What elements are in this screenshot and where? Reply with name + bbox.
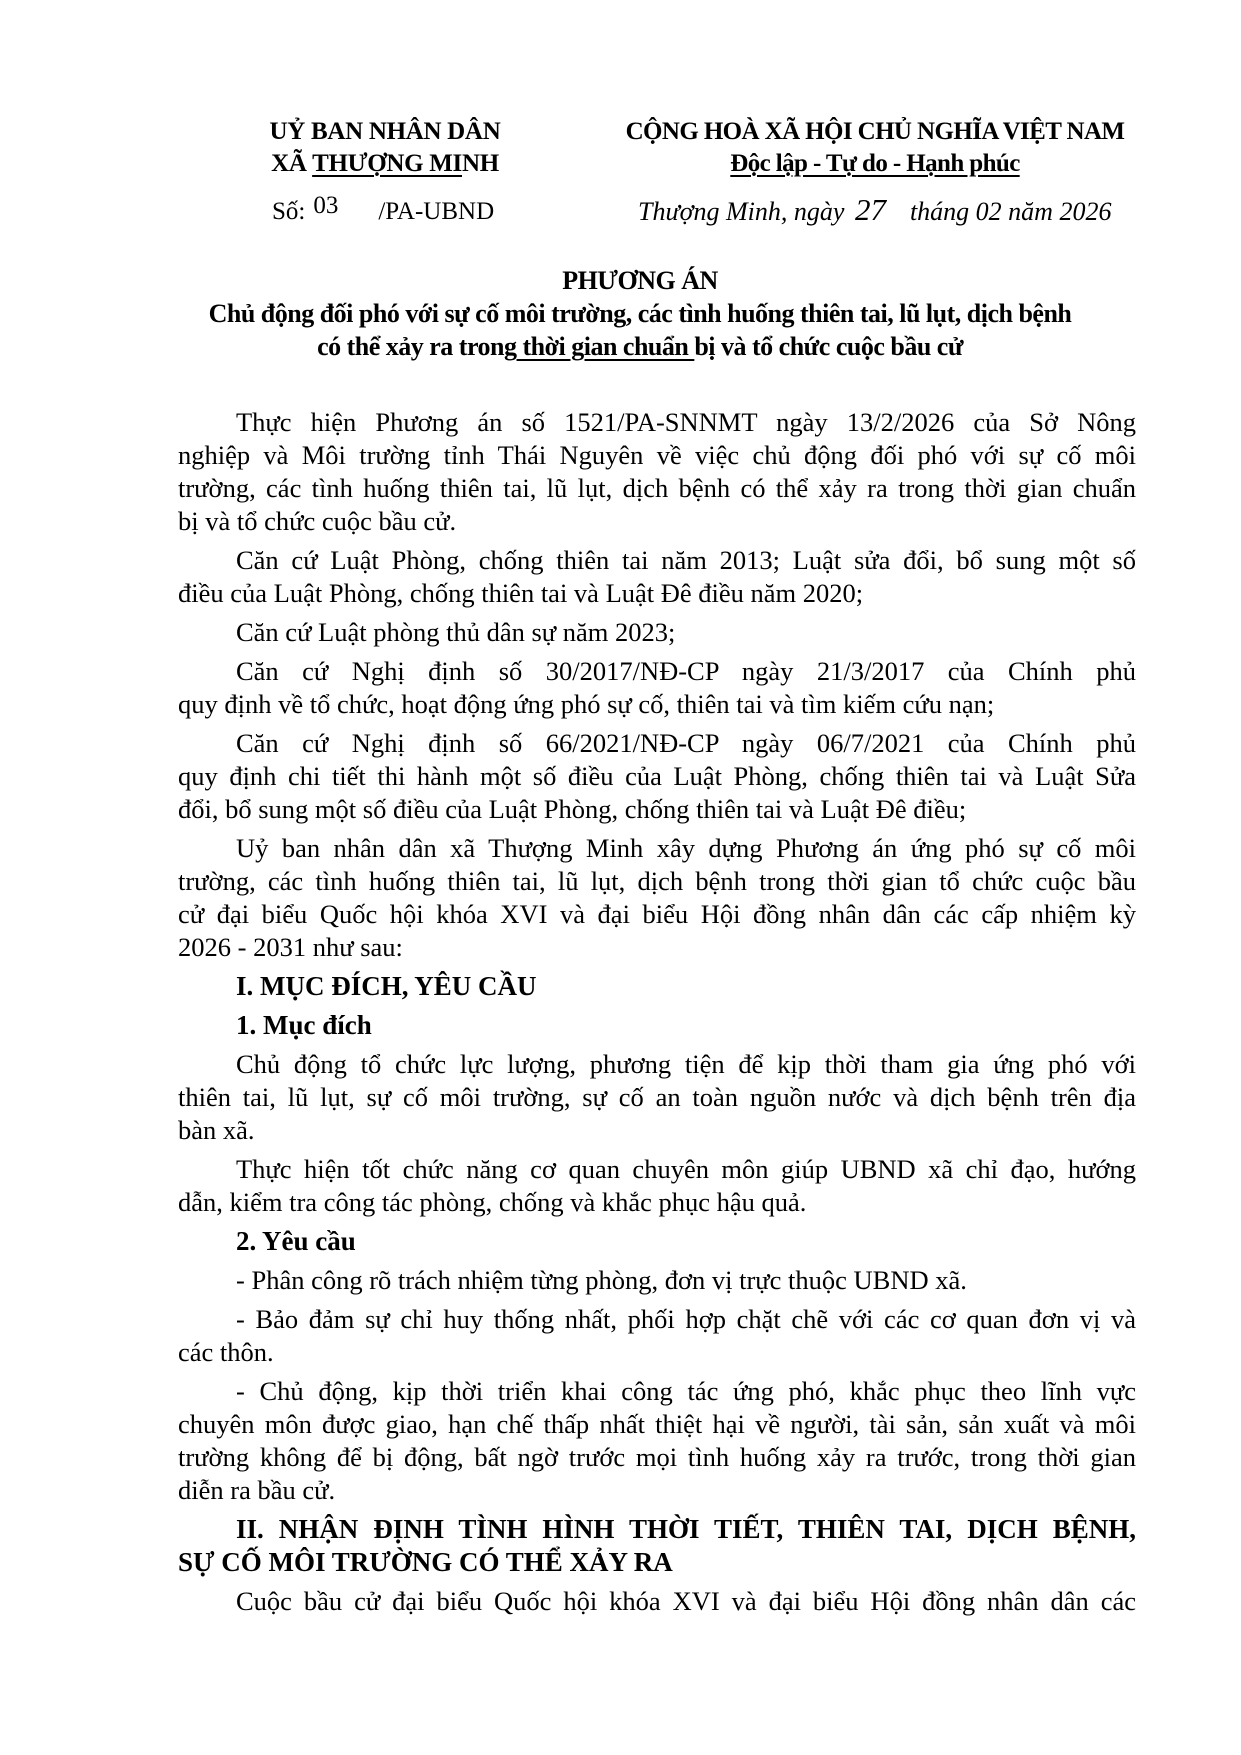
place-and-date [638,194,1111,228]
text-line: 2026 - 2031 như sau: [178,932,403,962]
paragraph-requirement-1 [178,1264,1136,1297]
document-number-label: Số: [272,198,306,225]
subsection-heading-requirements: 2. Yêu cầu [236,1226,356,1256]
text-line: - Bảo đảm sự chỉ huy thống nhất, phối hợp chặt chẽ với các cơ quan đơn vị và [236,1304,1136,1334]
heading-line: II. NHẬN ĐỊNH TÌNH HÌNH THỜI TIẾT, THIÊN TAI, DỊCH BỆNH, [236,1514,1136,1544]
text-line: thiên tai, lũ lụt, sự cố môi trường, sự cố an toàn nguồn nước và dịch bệnh trên địa [178,1082,1136,1112]
text-line: cử đại biểu Quốc hội khóa XVI và đại biểu Hội đồng nhân dân các cấp nhiệm kỳ [178,899,1136,929]
text-line: bị và tổ chức cuộc bầu cử. [178,506,457,536]
paragraph-purpose-1 [178,1048,1136,1147]
section-heading-2 [178,1513,1136,1579]
text-line: Thực hiện Phương án số 1521/PA-SNNMT ngày 13/2/2026 của Sở Nông [236,407,1136,437]
agency-line-2 [230,148,540,180]
title-subtitle-2-underlined: thời gian chuẩn [516,332,695,361]
text-line: Uỷ ban nhân dân xã Thượng Minh xây dựng Phương án ứng phó sự cố môi [236,833,1136,863]
text-line: Cuộc bầu cử đại biểu Quốc hội khóa XVI và đại biểu Hội đồng nhân dân các [236,1586,1136,1616]
text-line: các thôn. [178,1337,274,1367]
text-line: trường, các tình huống thiên tai, lũ lụt, dịch bệnh có thể xảy ra trong thời gian chuẩn [178,473,1136,503]
text-line: - Phân công rõ trách nhiệm từng phòng, đơn vị trực thuộc UBND xã. [236,1265,967,1295]
agency-line-1: UỶ BAN NHÂN DÂN [269,118,501,145]
text-line: Chủ động tổ chức lực lượng, phương tiện để kịp thời tham gia ứng phó với [236,1049,1136,1079]
text-line: trường không để bị động, bất ngờ trước mọi tình huống xảy ra trước, trong thời gian [178,1442,1136,1472]
text-line: đổi, bổ sung một số điều của Luật Phòng, chống thiên tai và Luật Đê điều; [178,794,967,824]
document-number [272,192,495,228]
title-main: PHƯƠNG ÁN [562,266,718,295]
agency-line-2-underlined: THƯỢNG MI [312,150,462,177]
document-number-value: 03 [313,192,339,219]
text-line: nghiệp và Môi trường tỉnh Thái Nguyên về việc chủ động đối phó với sự cố môi [178,440,1136,470]
text-line: Căn cứ Luật Phòng, chống thiên tai năm 2013; Luật sửa đổi, bổ sung một số [236,545,1136,575]
paragraph-legal-basis-4 [178,727,1136,826]
text-line: chuyên môn được giao, hạn chế thấp nhất thiệt hại về người, tài sản, sản xuất và môi [178,1409,1136,1439]
date-day: 27 [854,192,886,227]
text-line: Thực hiện tốt chức năng cơ quan chuyên môn giúp UBND xã chỉ đạo, hướng [236,1154,1136,1184]
text-line: quy định chi tiết thi hành một số điều của Luật Phòng, chống thiên tai và Luật Sửa [178,761,1136,791]
date-suffix: tháng 02 năm 2026 [909,197,1112,226]
text-line: Căn cứ Nghị định số 66/2021/NĐ-CP ngày 06/7/2021 của Chính phủ [236,728,1136,758]
national-motto [605,148,1145,180]
agency-line-2-suffix: NH [461,150,499,177]
agency-line-2-prefix: XÃ [271,150,313,177]
text-line: - Chủ động, kịp thời triển khai công tác ứng phó, khắc phục theo lĩnh vực [236,1376,1136,1406]
text-line: trường, các tình huống thiên tai, lũ lụt, dịch bệnh trong thời gian tổ chức cuộc bầu [178,866,1136,896]
document-title [160,264,1120,363]
paragraph-requirement-3 [178,1375,1136,1507]
national-header [605,116,1145,180]
title-subtitle-line-1: Chủ động đối phó với sự cố môi trường, các tình huống thiên tai, lũ lụt, dịch bệnh [208,299,1072,328]
paragraph-purpose-2 [178,1153,1136,1219]
paragraph-assessment [178,1585,1136,1618]
title-subtitle-line-2 [160,330,1120,363]
national-motto-text: Độc lập - Tự do - Hạnh phúc [730,150,1020,177]
title-subtitle-2a: có thể xảy ra trong [317,332,517,361]
paragraph-plan-intro [178,832,1136,964]
text-line: diễn ra bầu cử. [178,1475,336,1505]
text-line: Căn cứ Luật phòng thủ dân sự năm 2023; [236,617,676,647]
date-prefix: Thượng Minh, ngày [638,197,845,226]
text-line: Căn cứ Nghị định số 30/2017/NĐ-CP ngày 21/3/2017 của Chính phủ [236,656,1136,686]
nation-name: CỘNG HOÀ XÃ HỘI CHỦ NGHĨA VIỆT NAM [625,118,1125,145]
text-line: dẫn, kiểm tra công tác phòng, chống và khắc phục hậu quả. [178,1187,807,1217]
paragraph-legal-basis-2 [178,616,1136,649]
text-line: bàn xã. [178,1115,255,1145]
paragraph-legal-basis-1 [178,544,1136,610]
document-body [178,406,1136,1624]
title-subtitle-2b: bị và tổ chức cuộc bầu cử [694,332,963,361]
heading-line: SỰ CỐ MÔI TRƯỜNG CÓ THỂ XẢY RA [178,1547,673,1577]
section-heading-1: I. MỤC ĐÍCH, YÊU CẦU [236,971,537,1001]
text-line: quy định về tổ chức, hoạt động ứng phó sự cố, thiên tai và tìm kiếm cứu nạn; [178,689,995,719]
paragraph-implementation [178,406,1136,538]
paragraph-legal-basis-3 [178,655,1136,721]
paragraph-requirement-2 [178,1303,1136,1369]
issuing-agency [230,116,540,180]
document-number-suffix: /PA-UBND [378,198,495,225]
text-line: điều của Luật Phòng, chống thiên tai và Luật Đê điều năm 2020; [178,578,864,608]
subsection-heading-purpose: 1. Mục đích [236,1010,372,1040]
